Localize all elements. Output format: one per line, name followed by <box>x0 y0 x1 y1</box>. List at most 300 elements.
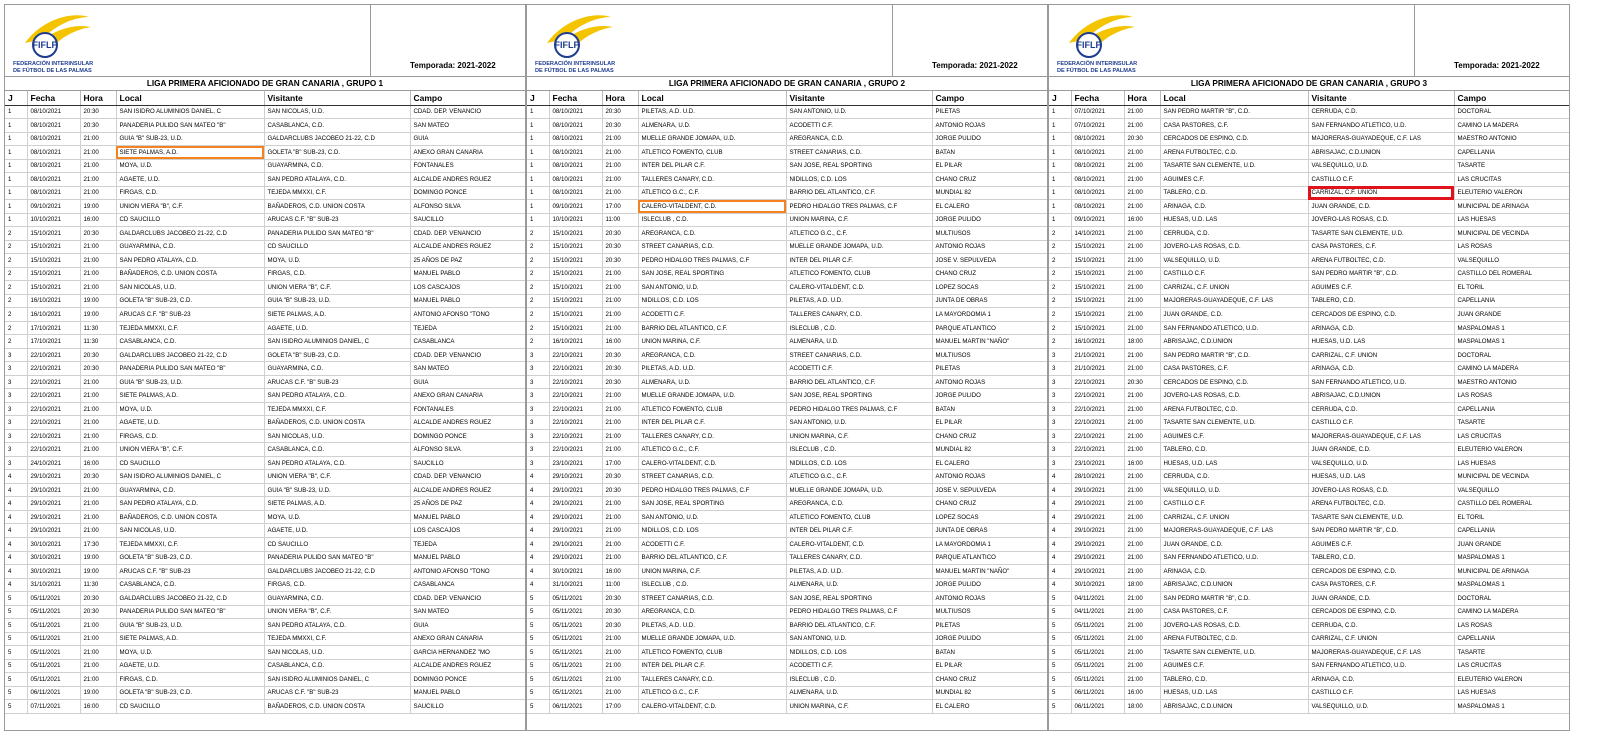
cell-campo: LAS CRUCITAS <box>1454 173 1569 187</box>
col-header-campo: Campo <box>932 91 1047 105</box>
cell-visitante: SAN NICOLAS, U.D. <box>264 646 410 660</box>
league-title: LIGA PRIMERA AFICIONADO DE GRAN CANARIA , GRUPO 3 <box>1049 77 1569 91</box>
cell-hora: 21:00 <box>1124 240 1160 254</box>
cell-hora: 21:00 <box>602 429 638 443</box>
cell-local: AGAETE, U.D. <box>116 173 264 187</box>
table-row <box>5 483 525 497</box>
cell-local: ARUCAS C.F. "B" SUB-23 <box>116 565 264 579</box>
table-row <box>5 538 525 552</box>
cell-jornada: 2 <box>5 321 27 335</box>
table-row <box>1049 578 1569 592</box>
cell-local: CALERO-VITALDENT, C.D. <box>638 456 786 470</box>
cell-visitante: PANADERIA PULIDO SAN MATEO "B" <box>264 227 410 241</box>
cell-local: TEJEDA MMXXI, C.F. <box>116 321 264 335</box>
cell-campo: DOMINGO PONCE <box>410 673 525 687</box>
cell-local: ARINAGA, C.D. <box>1160 565 1308 579</box>
cell-fecha: 15/10/2021 <box>27 281 80 295</box>
cell-local: GUAYARMINA, C.D. <box>116 240 264 254</box>
cell-campo: VALSEQUILLO <box>1454 483 1569 497</box>
cell-fecha: 31/10/2021 <box>27 578 80 592</box>
cell-jornada: 4 <box>5 524 27 538</box>
cell-jornada: 3 <box>5 429 27 443</box>
cell-jornada: 3 <box>1049 443 1071 457</box>
cell-jornada: 2 <box>527 240 549 254</box>
cell-jornada: 2 <box>527 294 549 308</box>
cell-hora: 16:00 <box>1124 456 1160 470</box>
cell-jornada: 2 <box>1049 321 1071 335</box>
cell-hora: 19:00 <box>80 308 116 322</box>
cell-campo: MANUEL PABLO <box>410 686 525 700</box>
cell-jornada: 2 <box>5 294 27 308</box>
cell-jornada: 4 <box>1049 565 1071 579</box>
table-row <box>527 673 1047 687</box>
cell-hora: 21:00 <box>602 443 638 457</box>
cell-visitante: CALERO-VITALDENT, C.D. <box>786 281 932 295</box>
cell-hora: 20:30 <box>602 362 638 376</box>
cell-fecha: 23/10/2021 <box>549 456 602 470</box>
table-row <box>5 321 525 335</box>
cell-campo: CHANO CRUZ <box>932 429 1047 443</box>
table-row <box>527 497 1047 511</box>
table-row <box>5 497 525 511</box>
cell-fecha: 06/11/2021 <box>549 700 602 714</box>
cell-local: ATLETICO FOMENTO, CLUB <box>638 146 786 160</box>
table-row <box>527 470 1047 484</box>
cell-visitante: HUESAS, U.D. LAS <box>1308 470 1454 484</box>
cell-local: SAN JOSE, REAL SPORTING <box>638 267 786 281</box>
cell-fecha: 05/11/2021 <box>1071 673 1124 687</box>
cell-jornada: 3 <box>5 389 27 403</box>
table-row <box>527 240 1047 254</box>
table-row <box>527 308 1047 322</box>
cell-jornada: 1 <box>1049 213 1071 227</box>
table-row <box>1049 565 1569 579</box>
cell-fecha: 16/10/2021 <box>27 308 80 322</box>
cell-fecha: 29/10/2021 <box>1071 565 1124 579</box>
cell-hora: 18:00 <box>1124 700 1160 714</box>
cell-visitante: FIRGAS, C.D. <box>264 267 410 281</box>
cell-fecha: 22/10/2021 <box>549 443 602 457</box>
table-row <box>527 646 1047 660</box>
cell-local: TALLERES CANARY, C.D. <box>638 173 786 187</box>
cell-jornada: 1 <box>527 173 549 187</box>
cell-hora: 16:00 <box>602 335 638 349</box>
logo-line-1: FEDERACIÓN INTERINSULAR <box>1057 61 1138 67</box>
cell-campo: SAUCILLO <box>410 700 525 714</box>
cell-hora: 21:00 <box>1124 173 1160 187</box>
cell-fecha: 08/10/2021 <box>27 105 80 119</box>
cell-campo: LAS ROSAS <box>1454 240 1569 254</box>
cell-fecha: 15/10/2021 <box>1071 321 1124 335</box>
cell-campo: MUNICIPAL DE ARINAGA <box>1454 200 1569 214</box>
cell-hora: 20:30 <box>80 605 116 619</box>
cell-local: PANADERIA PULIDO SAN MATEO "B" <box>116 605 264 619</box>
cell-campo: LAS CRUCITAS <box>1454 429 1569 443</box>
cell-local: BARRIO DEL ATLANTICO, C.F. <box>638 321 786 335</box>
col-header-local: Local <box>638 91 786 105</box>
cell-visitante: HUESAS, U.D. LAS <box>1308 335 1454 349</box>
cell-hora: 21:00 <box>602 646 638 660</box>
cell-local: CERRUDA, C.D. <box>1160 227 1308 241</box>
table-row <box>1049 497 1569 511</box>
cell-visitante: PILETAS, A.D. U.D. <box>786 294 932 308</box>
cell-campo: MULTIUSOS <box>932 348 1047 362</box>
cell-fecha: 05/11/2021 <box>549 646 602 660</box>
table-row <box>527 538 1047 552</box>
cell-fecha: 21/10/2021 <box>1071 362 1124 376</box>
cell-hora: 20:30 <box>602 470 638 484</box>
cell-fecha: 14/10/2021 <box>1071 227 1124 241</box>
cell-hora: 21:00 <box>1124 254 1160 268</box>
cell-visitante: ARUCAS C.F. "B" SUB-23 <box>264 213 410 227</box>
fixture-panel-grupo-2 <box>526 4 1048 731</box>
cell-campo: ALCALDE ANDRES RGUEZ <box>410 173 525 187</box>
cell-visitante: SAN ANTONIO, U.D. <box>786 105 932 119</box>
cell-visitante: VALSEQUILLO, U.D. <box>1308 159 1454 173</box>
cell-fecha: 05/11/2021 <box>27 592 80 606</box>
table-row <box>527 700 1047 714</box>
cell-visitante: SAN JOSE, REAL SPORTING <box>786 592 932 606</box>
cell-hora: 21:00 <box>602 416 638 430</box>
cell-campo: CAPELLANIA <box>1454 294 1569 308</box>
cell-visitante: ATLETICO FOMENTO, CLUB <box>786 510 932 524</box>
cell-fecha: 05/11/2021 <box>27 605 80 619</box>
table-row <box>5 551 525 565</box>
cell-local: STREET CANARIAS, C.D. <box>638 470 786 484</box>
cell-campo: MASPALOMAS 1 <box>1454 551 1569 565</box>
cell-local: ACODETTI C.F. <box>638 538 786 552</box>
cell-visitante: ATLETICO G.C., C.F. <box>786 470 932 484</box>
cell-campo: TASARTE <box>1454 159 1569 173</box>
cell-fecha: 22/10/2021 <box>27 416 80 430</box>
cell-visitante: MUELLE GRANDE JOMAPA, U.D. <box>786 483 932 497</box>
cell-hora: 16:00 <box>1124 686 1160 700</box>
cell-fecha: 08/10/2021 <box>549 132 602 146</box>
col-header-visitante: Visitante <box>264 91 410 105</box>
cell-local: ARUCAS C.F. "B" SUB-23 <box>116 308 264 322</box>
cell-visitante: CERRUDA, C.D. <box>1308 402 1454 416</box>
cell-local: ISLECLUB , C.D. <box>638 213 786 227</box>
cell-campo: JORGE PULIDO <box>932 578 1047 592</box>
col-header-hora: Hora <box>80 91 116 105</box>
cell-jornada: 2 <box>5 335 27 349</box>
cell-local: GUAYARMINA, C.D. <box>116 483 264 497</box>
cell-fecha: 22/10/2021 <box>27 429 80 443</box>
col-header-fecha: Fecha <box>1071 91 1124 105</box>
cell-fecha: 05/11/2021 <box>549 619 602 633</box>
cell-campo: ALCALDE ANDRES RGUEZ <box>410 483 525 497</box>
cell-visitante: SAN PEDRO ATALAYA, C.D. <box>264 456 410 470</box>
col-header-visitante: Visitante <box>786 91 932 105</box>
cell-jornada: 5 <box>527 619 549 633</box>
cell-local: CASA PASTORES, C.F. <box>1160 605 1308 619</box>
cell-visitante: CERCADOS DE ESPINO, C.D. <box>1308 565 1454 579</box>
cell-hora: 11:00 <box>602 578 638 592</box>
cell-fecha: 04/11/2021 <box>1071 605 1124 619</box>
cell-visitante: PILETAS, A.D. U.D. <box>786 565 932 579</box>
col-header-j: J <box>5 91 27 105</box>
cell-visitante: ABRISAJAC, C.D.UNION <box>1308 389 1454 403</box>
cell-campo: ANTONIO ROJAS <box>932 119 1047 133</box>
cell-hora: 21:00 <box>1124 308 1160 322</box>
cell-hora: 21:00 <box>602 308 638 322</box>
cell-campo: SAUCILLO <box>410 456 525 470</box>
cell-campo: 25 AÑOS DE PAZ <box>410 497 525 511</box>
fixtures-body <box>1049 105 1569 713</box>
cell-visitante: JOVERO-LAS ROSAS, C.D. <box>1308 213 1454 227</box>
cell-fecha: 15/10/2021 <box>549 267 602 281</box>
table-row <box>527 632 1047 646</box>
table-row <box>1049 673 1569 687</box>
table-row <box>1049 348 1569 362</box>
cell-visitante: AREGRANCA, C.D. <box>786 497 932 511</box>
cell-fecha: 29/10/2021 <box>549 483 602 497</box>
table-row <box>1049 416 1569 430</box>
cell-visitante: SIETE PALMAS, A.D. <box>264 497 410 511</box>
cell-fecha: 16/10/2021 <box>1071 335 1124 349</box>
cell-jornada: 4 <box>527 470 549 484</box>
cell-fecha: 15/10/2021 <box>27 267 80 281</box>
cell-fecha: 22/10/2021 <box>549 375 602 389</box>
cell-local: GOLETA "B" SUB-23, C.D. <box>116 551 264 565</box>
cell-campo: LA MAYORDOMIA 1 <box>932 538 1047 552</box>
table-row <box>5 227 525 241</box>
cell-fecha: 30/10/2021 <box>549 565 602 579</box>
cell-local: CARRIZAL, C.F. UNION <box>1160 281 1308 295</box>
cell-local: SAN FERNANDO ATLETICO, U.D. <box>1160 551 1308 565</box>
cell-fecha: 05/11/2021 <box>549 659 602 673</box>
cell-campo: MASPALOMAS 1 <box>1454 335 1569 349</box>
cell-jornada: 4 <box>527 524 549 538</box>
cell-fecha: 29/10/2021 <box>27 483 80 497</box>
cell-jornada: 5 <box>1049 673 1071 687</box>
cell-hora: 21:00 <box>80 416 116 430</box>
cell-hora: 20:30 <box>80 105 116 119</box>
cell-fecha: 15/10/2021 <box>27 254 80 268</box>
cell-local: HUESAS, U.D. LAS <box>1160 213 1308 227</box>
cell-jornada: 2 <box>527 321 549 335</box>
cell-local: ATLETICO FOMENTO, CLUB <box>638 646 786 660</box>
cell-jornada: 5 <box>5 659 27 673</box>
cell-fecha: 08/10/2021 <box>549 146 602 160</box>
cell-local: INTER DEL PILAR C.F. <box>638 416 786 430</box>
cell-jornada: 5 <box>1049 646 1071 660</box>
table-row <box>527 443 1047 457</box>
cell-fecha: 10/10/2021 <box>549 213 602 227</box>
cell-local: JOVERO-LAS ROSAS, C.D. <box>1160 240 1308 254</box>
cell-hora: 19:00 <box>80 686 116 700</box>
cell-local: FIRGAS, C.D. <box>116 186 264 200</box>
cell-local: PEDRO HIDALGO TRES PALMAS, C.F <box>638 483 786 497</box>
table-row <box>527 483 1047 497</box>
cell-local: CD SAUCILLO <box>116 700 264 714</box>
cell-hora: 21:00 <box>1124 402 1160 416</box>
col-header-campo: Campo <box>1454 91 1569 105</box>
cell-hora: 20:30 <box>602 375 638 389</box>
cell-campo: MANUEL PABLO <box>410 510 525 524</box>
cell-jornada: 2 <box>1049 294 1071 308</box>
cell-hora: 19:00 <box>80 551 116 565</box>
cell-jornada: 5 <box>5 646 27 660</box>
fiflp-logo <box>11 9 95 75</box>
cell-visitante: PEDRO HIDALGO TRES PALMAS, C.F <box>786 200 932 214</box>
cell-jornada: 3 <box>527 416 549 430</box>
table-row <box>527 186 1047 200</box>
table-row <box>527 227 1047 241</box>
cell-visitante: JUAN GRANDE, C.D. <box>1308 592 1454 606</box>
col-header-local: Local <box>116 91 264 105</box>
cell-visitante: GALDARCLUBS JACOBEO 21-22, C.D <box>264 132 410 146</box>
cell-hora: 21:00 <box>80 646 116 660</box>
table-row <box>5 592 525 606</box>
cell-hora: 21:00 <box>80 497 116 511</box>
cell-fecha: 30/10/2021 <box>27 565 80 579</box>
cell-campo: ELEUTERIO VALERON <box>1454 443 1569 457</box>
cell-hora: 17:00 <box>602 200 638 214</box>
cell-local: CARRIZAL, C.F. UNION <box>1160 510 1308 524</box>
cell-jornada: 3 <box>1049 456 1071 470</box>
cell-jornada: 5 <box>527 592 549 606</box>
cell-jornada: 1 <box>5 159 27 173</box>
cell-campo: MASPALOMAS 1 <box>1454 578 1569 592</box>
cell-campo: MULTIUSOS <box>932 227 1047 241</box>
cell-jornada: 1 <box>5 186 27 200</box>
cell-visitante: BARRIO DEL ATLANTICO, C.F. <box>786 375 932 389</box>
cell-campo: EL TORIL <box>1454 510 1569 524</box>
cell-campo: MULTIUSOS <box>932 605 1047 619</box>
cell-campo: EL PILAR <box>932 159 1047 173</box>
cell-hora: 21:00 <box>80 173 116 187</box>
cell-fecha: 29/10/2021 <box>27 470 80 484</box>
cell-campo: DOCTORAL <box>1454 348 1569 362</box>
cell-visitante: BAÑADEROS, C.D. UNION COSTA <box>264 416 410 430</box>
cell-jornada: 2 <box>5 281 27 295</box>
fixtures-table <box>1049 91 1569 714</box>
cell-campo: JORGE PULIDO <box>932 132 1047 146</box>
cell-fecha: 15/10/2021 <box>27 240 80 254</box>
cell-hora: 17:30 <box>80 538 116 552</box>
cell-campo: JUNTA DE OBRAS <box>932 294 1047 308</box>
cell-jornada: 3 <box>5 348 27 362</box>
cell-jornada: 5 <box>5 605 27 619</box>
cell-local: AREGRANCA, C.D. <box>638 227 786 241</box>
cell-hora: 21:00 <box>602 510 638 524</box>
cell-campo: EL PILAR <box>932 416 1047 430</box>
cell-local: TASARTE SAN CLEMENTE, U.D. <box>1160 416 1308 430</box>
cell-local: CASTILLO C.F. <box>1160 267 1308 281</box>
cell-jornada: 1 <box>5 146 27 160</box>
cell-local: GUIA "B" SUB-23, U.D. <box>116 132 264 146</box>
cell-visitante: INTER DEL PILAR C.F. <box>786 254 932 268</box>
table-row <box>527 362 1047 376</box>
cell-local: FIRGAS, C.D. <box>116 429 264 443</box>
cell-fecha: 23/10/2021 <box>1071 456 1124 470</box>
cell-hora: 20:30 <box>1124 132 1160 146</box>
cell-visitante: JUAN GRANDE, C.D. <box>1308 443 1454 457</box>
cell-local: HUESAS, U.D. LAS <box>1160 686 1308 700</box>
cell-local: SAN ANTONIO, U.D. <box>638 281 786 295</box>
cell-fecha: 05/11/2021 <box>549 592 602 606</box>
table-row <box>1049 173 1569 187</box>
cell-hora: 21:00 <box>80 632 116 646</box>
cell-local: VALSEQUILLO, U.D. <box>1160 483 1308 497</box>
logo-letters: FIFLP <box>554 40 580 50</box>
cell-visitante: GOLETA "B" SUB-23, C.D. <box>264 146 410 160</box>
cell-hora: 19:00 <box>80 200 116 214</box>
cell-campo: LAS HUESAS <box>1454 456 1569 470</box>
cell-fecha: 15/10/2021 <box>1071 254 1124 268</box>
cell-jornada: 1 <box>527 159 549 173</box>
cell-local: TEJEDA MMXXI, C.F. <box>116 538 264 552</box>
cell-fecha: 15/10/2021 <box>549 254 602 268</box>
cell-campo: DOMINGO PONCE <box>410 186 525 200</box>
cell-fecha: 07/11/2021 <box>27 700 80 714</box>
cell-visitante: SAN FERNANDO ATLETICO, U.D. <box>1308 375 1454 389</box>
cell-hora: 21:00 <box>80 619 116 633</box>
cell-campo: CDAD. DEP. VENANCIO <box>410 227 525 241</box>
cell-hora: 21:00 <box>80 659 116 673</box>
cell-hora: 21:00 <box>602 551 638 565</box>
cell-visitante: AGAETE, U.D. <box>264 524 410 538</box>
cell-fecha: 22/10/2021 <box>27 443 80 457</box>
cell-jornada: 4 <box>1049 510 1071 524</box>
cell-fecha: 30/10/2021 <box>27 551 80 565</box>
fixtures-body <box>527 105 1047 713</box>
table-row <box>1049 267 1569 281</box>
cell-fecha: 29/10/2021 <box>549 524 602 538</box>
table-row <box>527 119 1047 133</box>
cell-fecha: 22/10/2021 <box>549 348 602 362</box>
cell-hora: 21:00 <box>80 254 116 268</box>
cell-campo: CDAD. DEP. VENANCIO <box>410 470 525 484</box>
cell-visitante: TABLERO, C.D. <box>1308 551 1454 565</box>
cell-campo: CHANO CRUZ <box>932 173 1047 187</box>
cell-fecha: 29/10/2021 <box>1071 538 1124 552</box>
cell-fecha: 08/10/2021 <box>549 159 602 173</box>
cell-jornada: 5 <box>1049 632 1071 646</box>
cell-fecha: 15/10/2021 <box>549 321 602 335</box>
cell-campo: BATAN <box>932 646 1047 660</box>
cell-fecha: 30/10/2021 <box>1071 578 1124 592</box>
cell-hora: 20:30 <box>602 254 638 268</box>
cell-campo: DOCTORAL <box>1454 105 1569 119</box>
cell-fecha: 29/10/2021 <box>549 510 602 524</box>
cell-local: TABLERO, C.D. <box>1160 443 1308 457</box>
cell-local: UNION MARINA, C.F. <box>638 335 786 349</box>
cell-hora: 21:00 <box>602 389 638 403</box>
cell-visitante: SAN JOSE, REAL SPORTING <box>786 159 932 173</box>
cell-campo: LAS HUESAS <box>1454 686 1569 700</box>
cell-visitante: SAN NICOLAS, U.D. <box>264 105 410 119</box>
cell-local: SAN JOSE, REAL SPORTING <box>638 497 786 511</box>
cell-local: PILETAS, A.D. U.D. <box>638 105 786 119</box>
cell-fecha: 07/10/2021 <box>1071 119 1124 133</box>
cell-local: INTER DEL PILAR C.F. <box>638 659 786 673</box>
table-row <box>5 402 525 416</box>
cell-jornada: 5 <box>1049 605 1071 619</box>
table-row <box>527 173 1047 187</box>
cell-campo: CAPELLANIA <box>1454 524 1569 538</box>
cell-local: AGAETE, U.D. <box>116 416 264 430</box>
cell-visitante: CASA PASTORES, C.F. <box>1308 578 1454 592</box>
cell-jornada: 1 <box>5 132 27 146</box>
table-row <box>5 132 525 146</box>
table-row <box>5 578 525 592</box>
table-row <box>5 348 525 362</box>
cell-visitante: AGUIMES C.F. <box>1308 281 1454 295</box>
cell-local: GUIA "B" SUB-23, U.D. <box>116 619 264 633</box>
cell-jornada: 4 <box>527 565 549 579</box>
